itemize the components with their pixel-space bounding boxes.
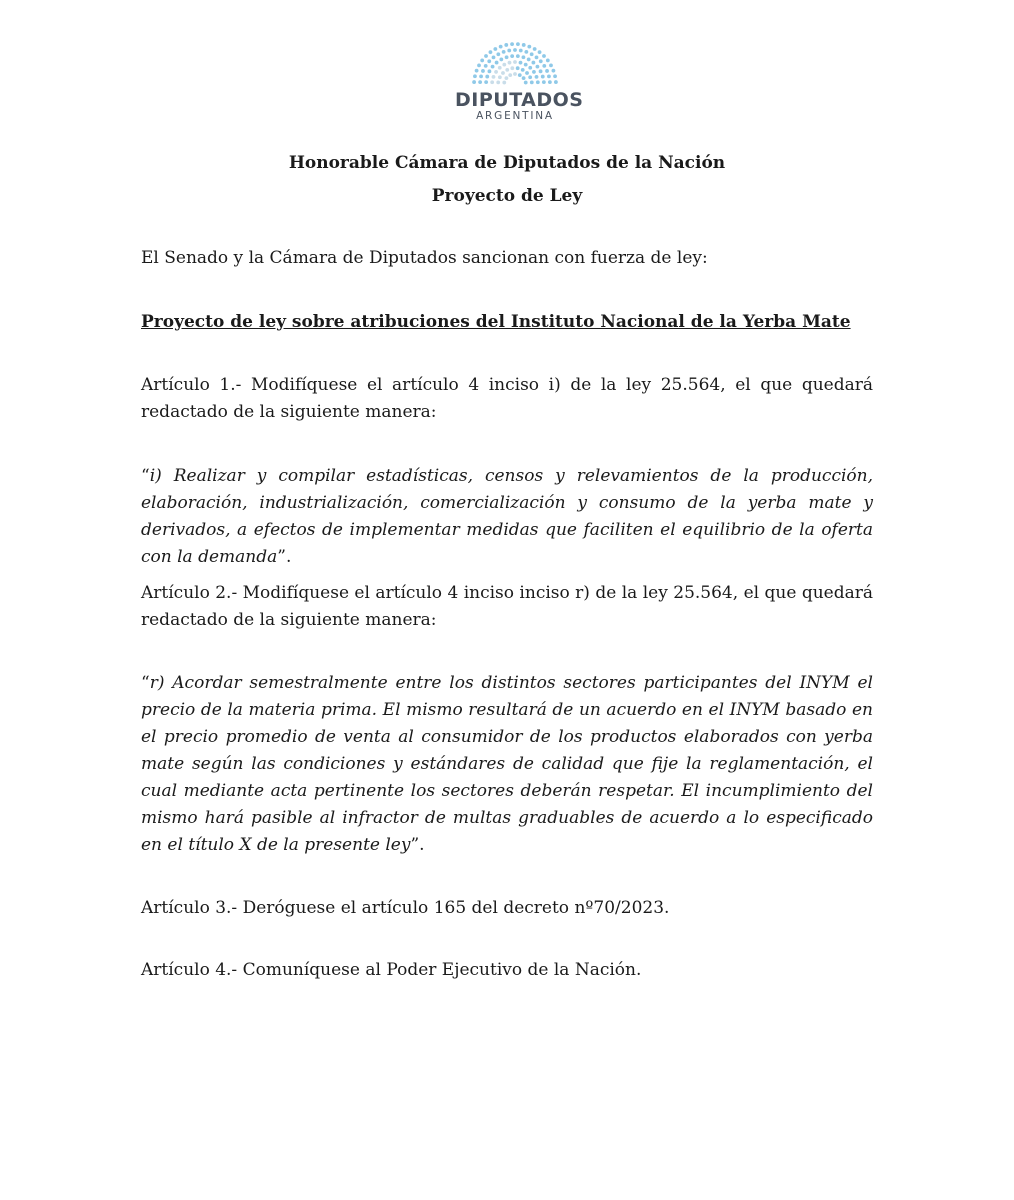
- hemicycle-seat-dot: [548, 80, 552, 84]
- hemicycle-seat-dot: [549, 63, 553, 67]
- hemicycle-seat-dot: [538, 50, 542, 54]
- quote-body: i) Realizar y compilar estadísticas, censos y relevamientos de la producción, elaboración, industrialización, comercialización y consumo de la yerba mate y derivados, a efectos de implementar medidas que faciliten el equilibrio de la oferta con la demanda: [141, 466, 873, 567]
- hemicycle-seat-dot: [519, 49, 523, 53]
- hemicycle-seat-dot: [510, 42, 514, 46]
- quote-close: ”.: [410, 835, 425, 855]
- hemicycle-seat-dot: [527, 45, 531, 49]
- hemicycle-seat-dot: [505, 68, 509, 72]
- hemicycle-seat-dot: [541, 75, 545, 79]
- chamber-heading: Honorable Cámara de Diputados de la Nación: [288, 153, 726, 173]
- hemicycle-seat-dot: [516, 66, 520, 70]
- hemicycle-seat-dot: [507, 49, 511, 53]
- quote-inciso-r: [141, 670, 873, 859]
- hemicycle-seat-dot: [505, 76, 509, 80]
- quote-open: “: [141, 673, 150, 693]
- hemicycle-seat-dot: [521, 68, 525, 72]
- hemicycle-seat-dot: [478, 80, 482, 84]
- hemicycle-seat-dot: [475, 69, 479, 73]
- hemicycle-seat-dot: [513, 48, 517, 52]
- law-title-text: Proyecto de ley sobre atribuciones del Instituto Nacional de la Yerba Mate: [141, 312, 851, 332]
- hemicycle-seat-dot: [545, 69, 549, 73]
- hemicycle-seat-dot: [524, 50, 528, 54]
- hemicycle-seat-dot: [505, 55, 509, 59]
- hemicycle-seat-dot: [516, 54, 520, 58]
- doc-type-heading: Proyecto de Ley: [431, 186, 583, 206]
- hemicycle-seat-dot: [479, 75, 483, 79]
- hemicycle-seat-dot: [498, 75, 502, 79]
- hemicycle-seat-dot: [484, 54, 488, 58]
- hemicycle-seat-dot: [532, 61, 536, 65]
- hemicycle-seat-dot: [498, 66, 502, 70]
- hemicycle-seat-dot: [536, 65, 540, 69]
- logo-wordmark: DIPUTADOS: [455, 89, 584, 111]
- hemicycle-seat-dot: [554, 80, 558, 84]
- hemicycle-seat-dot: [527, 58, 531, 62]
- hemicycle-seat-dot: [522, 55, 526, 59]
- hemicycle-seat-dot: [528, 66, 532, 70]
- hemicycle-seat-dot: [484, 80, 488, 84]
- hemicycle-seat-dot: [513, 72, 517, 76]
- hemicycle-seat-dot: [553, 74, 557, 78]
- hemicycle-seat-dot: [552, 69, 556, 73]
- hemicycle-seat-dot: [490, 80, 494, 84]
- hemicycle-seat-dot: [502, 50, 506, 54]
- hemicycle-seat-dot: [499, 45, 503, 49]
- hemicycle-seat-dot: [524, 81, 528, 85]
- enacting-clause: El Senado y la Cámara de Diputados sancionan con fuerza de ley:: [141, 248, 708, 268]
- hemicycle-seat-dot: [542, 64, 546, 68]
- hemicycle-seat-dot: [518, 73, 522, 77]
- hemicycle-seat-dot: [493, 47, 497, 51]
- hemicycle-seat-dot: [508, 73, 512, 77]
- hemicycle-seat-dot: [516, 42, 520, 46]
- hemicycle-seat-dot: [510, 66, 514, 70]
- hemicycle-seat-dot: [472, 80, 476, 84]
- hemicycle-seat-dot: [492, 55, 496, 59]
- hemicycle-seat-dot: [546, 59, 550, 63]
- article-3: Artículo 3.- Deróguese el artículo 165 del decreto nº70/2023.: [141, 898, 670, 918]
- hemicycle-seat-dot: [528, 75, 532, 79]
- hemicycle-seat-dot: [502, 81, 506, 85]
- hemicycle-seat-dot: [496, 52, 500, 56]
- hemicycle-seat-dot: [524, 63, 528, 67]
- law-title: [141, 309, 873, 336]
- hemicycle-seat-dot: [508, 61, 512, 65]
- hemicycle-seat-dot: [484, 64, 488, 68]
- hemicycle-seat-dot: [510, 54, 514, 58]
- hemicycle-seat-dot: [488, 69, 492, 73]
- hemicycle-seat-dot: [494, 70, 498, 74]
- hemicycle-seat-dot: [485, 75, 489, 79]
- hemicycle-seat-dot: [473, 74, 477, 78]
- hemicycle-seat-dot: [477, 63, 481, 67]
- quote-open: “: [141, 466, 150, 486]
- hemicycle-seat-dot: [547, 75, 551, 79]
- hemicycle-seat-dot: [539, 59, 543, 63]
- hemicycle-icon: [469, 40, 561, 86]
- hemicycle-seat-dot: [513, 60, 517, 64]
- hemicycle-seat-dot: [502, 63, 506, 67]
- article-4: Artículo 4.- Comuníquese al Poder Ejecutivo de la Nación.: [141, 960, 642, 980]
- hemicycle-seat-dot: [535, 75, 539, 79]
- hemicycle-seat-dot: [481, 69, 485, 73]
- hemicycle-seat-dot: [492, 75, 496, 79]
- hemicycle-seat-dot: [519, 61, 523, 65]
- article-1: Artículo 1.- Modifíquese el artículo 4 inciso i) de la ley 25.564, el que quedará redactado de la siguiente manera:: [141, 375, 873, 422]
- hemicycle-seat-dot: [539, 69, 543, 73]
- hemicycle-seat-dot: [532, 70, 536, 74]
- hemicycle-seat-dot: [530, 80, 534, 84]
- hemicycle-seat-dot: [501, 71, 505, 75]
- hemicycle-seat-dot: [522, 43, 526, 47]
- quote-body: r) Acordar semestralmente entre los distintos sectores participantes del INYM el precio de la materia prima. El mismo resultará de un acuerdo en el INYM basado en el precio promedio de venta al consumidor de los productos elaborados con yerba mate según las condiciones y estándares de calidad que fije la reglamentación, el cual mediante acta pertinente los sectores deberán respetar. El incumplimiento del mismo hará pasible al infractor de multas graduables de acuerdo a lo especificado en el título X de la presente ley: [141, 673, 873, 855]
- hemicycle-seat-dot: [525, 71, 529, 75]
- hemicycle-seat-dot: [491, 65, 495, 69]
- hemicycle-seat-dot: [499, 58, 503, 62]
- hemicycle-seat-dot: [542, 54, 546, 58]
- hemicycle-seat-dot: [536, 80, 540, 84]
- quote-inciso-i: [141, 463, 873, 571]
- article-2: Artículo 2.- Modifíquese el artículo 4 inciso inciso r) de la ley 25.564, el que quedará redactado de la siguiente manera:: [141, 583, 873, 630]
- hemicycle-seat-dot: [480, 59, 484, 63]
- hemicycle-seat-dot: [504, 43, 508, 47]
- hemicycle-seat-dot: [489, 50, 493, 54]
- logo-subtitle: ARGENTINA: [476, 110, 554, 122]
- hemicycle-seat-dot: [487, 59, 491, 63]
- hemicycle-seat-dot: [535, 55, 539, 59]
- hemicycle-seat-dot: [495, 61, 499, 65]
- diputados-logo: [455, 40, 584, 128]
- hemicycle-seat-dot: [542, 80, 546, 84]
- hemicycle-seat-dot: [496, 80, 500, 84]
- hemicycle-seat-dot: [522, 76, 526, 80]
- quote-close: ”.: [277, 547, 292, 567]
- hemicycle-seat-dot: [533, 47, 537, 51]
- hemicycle-seat-dot: [530, 52, 534, 56]
